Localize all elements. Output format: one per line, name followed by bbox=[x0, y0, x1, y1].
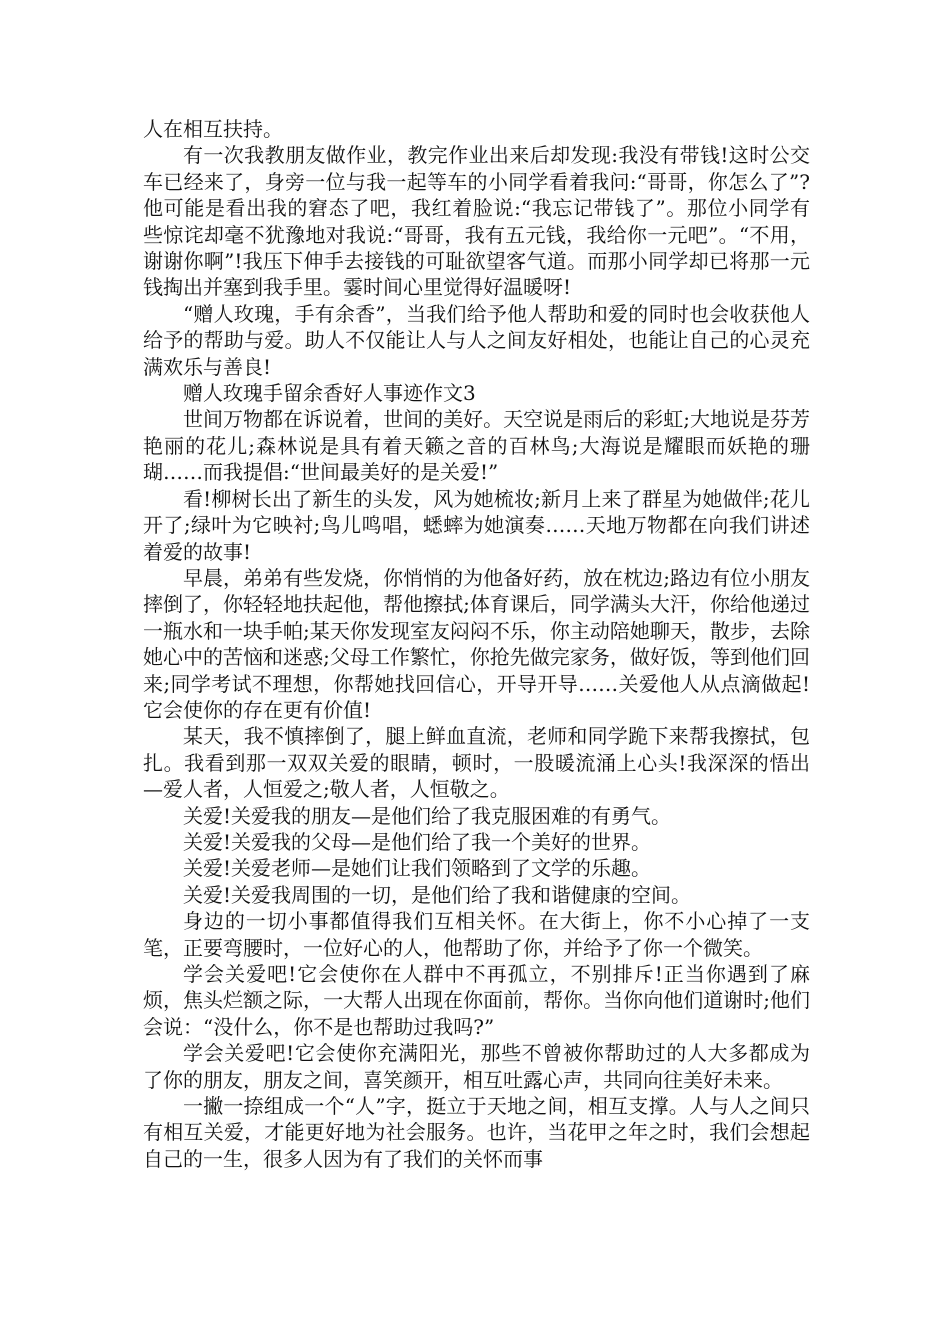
body-paragraph: 关爱!关爱老师—是她们让我们领略到了文学的乐趣。 bbox=[183, 856, 652, 881]
body-paragraph: 学会关爱吧!它会使你充满阳光，那些不曾被你帮助过的人大多都成为了你的朋友，朋友之间，喜笑颜开，相互吐露心声，共同向往美好未来。 bbox=[143, 1041, 810, 1092]
body-paragraph: 身边的一切小事都值得我们互相关怀。在大街上，你不小心掉了一支笔，正要弯腰时，一位好心的人，他帮助了你，并给予了你一个微笑。 bbox=[143, 909, 810, 960]
body-paragraph: 关爱!关爱我的朋友—是他们给了我克服困难的有勇气。 bbox=[183, 803, 672, 828]
body-paragraph: “赠人玫瑰，手有余香”，当我们给予他人帮助和爱的同时也会收获他人给予的帮助与爱。助人不仅能让人与人之间友好相处，也能让自己的心灵充满欢乐与善良! bbox=[143, 301, 810, 379]
essay-title: 赠人玫瑰手留余香好人事迹作文3 bbox=[183, 381, 476, 406]
document-page bbox=[143, 116, 810, 1172]
body-paragraph: 一撇一捺组成一个“人”字，挺立于天地之间，相互支撑。人与人之间只有相互关爱，才能更好地为社会服务。也许，当花甲之年之时，我们会想起自己的一生，很多人因为有了我们的关怀而事 bbox=[143, 1094, 810, 1171]
body-paragraph: 世间万物都在诉说着，世间的美好。天空说是雨后的彩虹;大地说是芬芳艳丽的花儿;森林说是具有着天籁之音的百林鸟;大海说是耀眼而妖艳的珊瑚……而我提倡:“世间最美好的是关爱!” bbox=[143, 407, 810, 485]
body-paragraph: 人在相互扶持。 bbox=[143, 117, 283, 141]
body-paragraph: 有一次我教朋友做作业，教完作业出来后却发现:我没有带钱!这时公交车已经来了，身旁一位与我一起等车的小同学看着我问:“哥哥，你怎么了”?他可能是看出我的窘态了吧，我红着脸说:“我忘记带钱了”。那位小同学有些惊诧却毫不犹豫地对我说:“哥哥，我有五元钱，我给你一元吧”。“不用，谢谢你啊”!我压下伸手去接钱的可耻欲望客气道。而那小同学却已将那一元钱掏出并塞到我手里。霎时间心里觉得好温暖呀! bbox=[143, 143, 810, 300]
body-paragraph: 某天，我不慎摔倒了，腿上鲜血直流，老师和同学跪下来帮我擦拭，包扎。我看到那一双双关爱的眼睛，顿时，一股暖流涌上心头!我深深的悟出—爱人者，人恒爱之;敬人者，人恒敬之。 bbox=[143, 724, 810, 802]
body-paragraph: 早晨，弟弟有些发烧，你悄悄的为他备好药，放在枕边;路边有位小朋友摔倒了，你轻轻地扶起他，帮他擦拭;体育课后，同学满头大汗，你给他递过一瓶水和一块手帕;某天你发现室友闷闷不乐，你主动陪她聊天，散步，去除她心中的苦恼和迷惑;父母工作繁忙，你抢先做完家务，做好饭，等到他们回来;同学考试不理想，你帮她找回信心，开导开导……关爱他人从点滴做起!它会使你的存在更有价值! bbox=[143, 565, 810, 722]
body-paragraph: 学会关爱吧!它会使你在人群中不再孤立，不别排斥!正当你遇到了麻烦，焦头烂额之际，一大帮人出现在你面前，帮你。当你向他们道谢时;他们会说：“没什么，你不是也帮助过我吗?” bbox=[143, 962, 810, 1039]
body-paragraph: 关爱!关爱我周围的一切，是他们给了我和谐健康的空间。 bbox=[183, 882, 692, 907]
body-paragraph: 关爱!关爱我的父母—是他们给了我一个美好的世界。 bbox=[183, 829, 652, 854]
body-paragraph: 看!柳树长出了新生的头发，风为她梳妆;新月上来了群星为她做伴;花儿开了;绿叶为它映衬;鸟儿鸣唱，蟋蟀为她演奏……天地万物都在向我们讲述着爱的故事! bbox=[143, 486, 810, 564]
